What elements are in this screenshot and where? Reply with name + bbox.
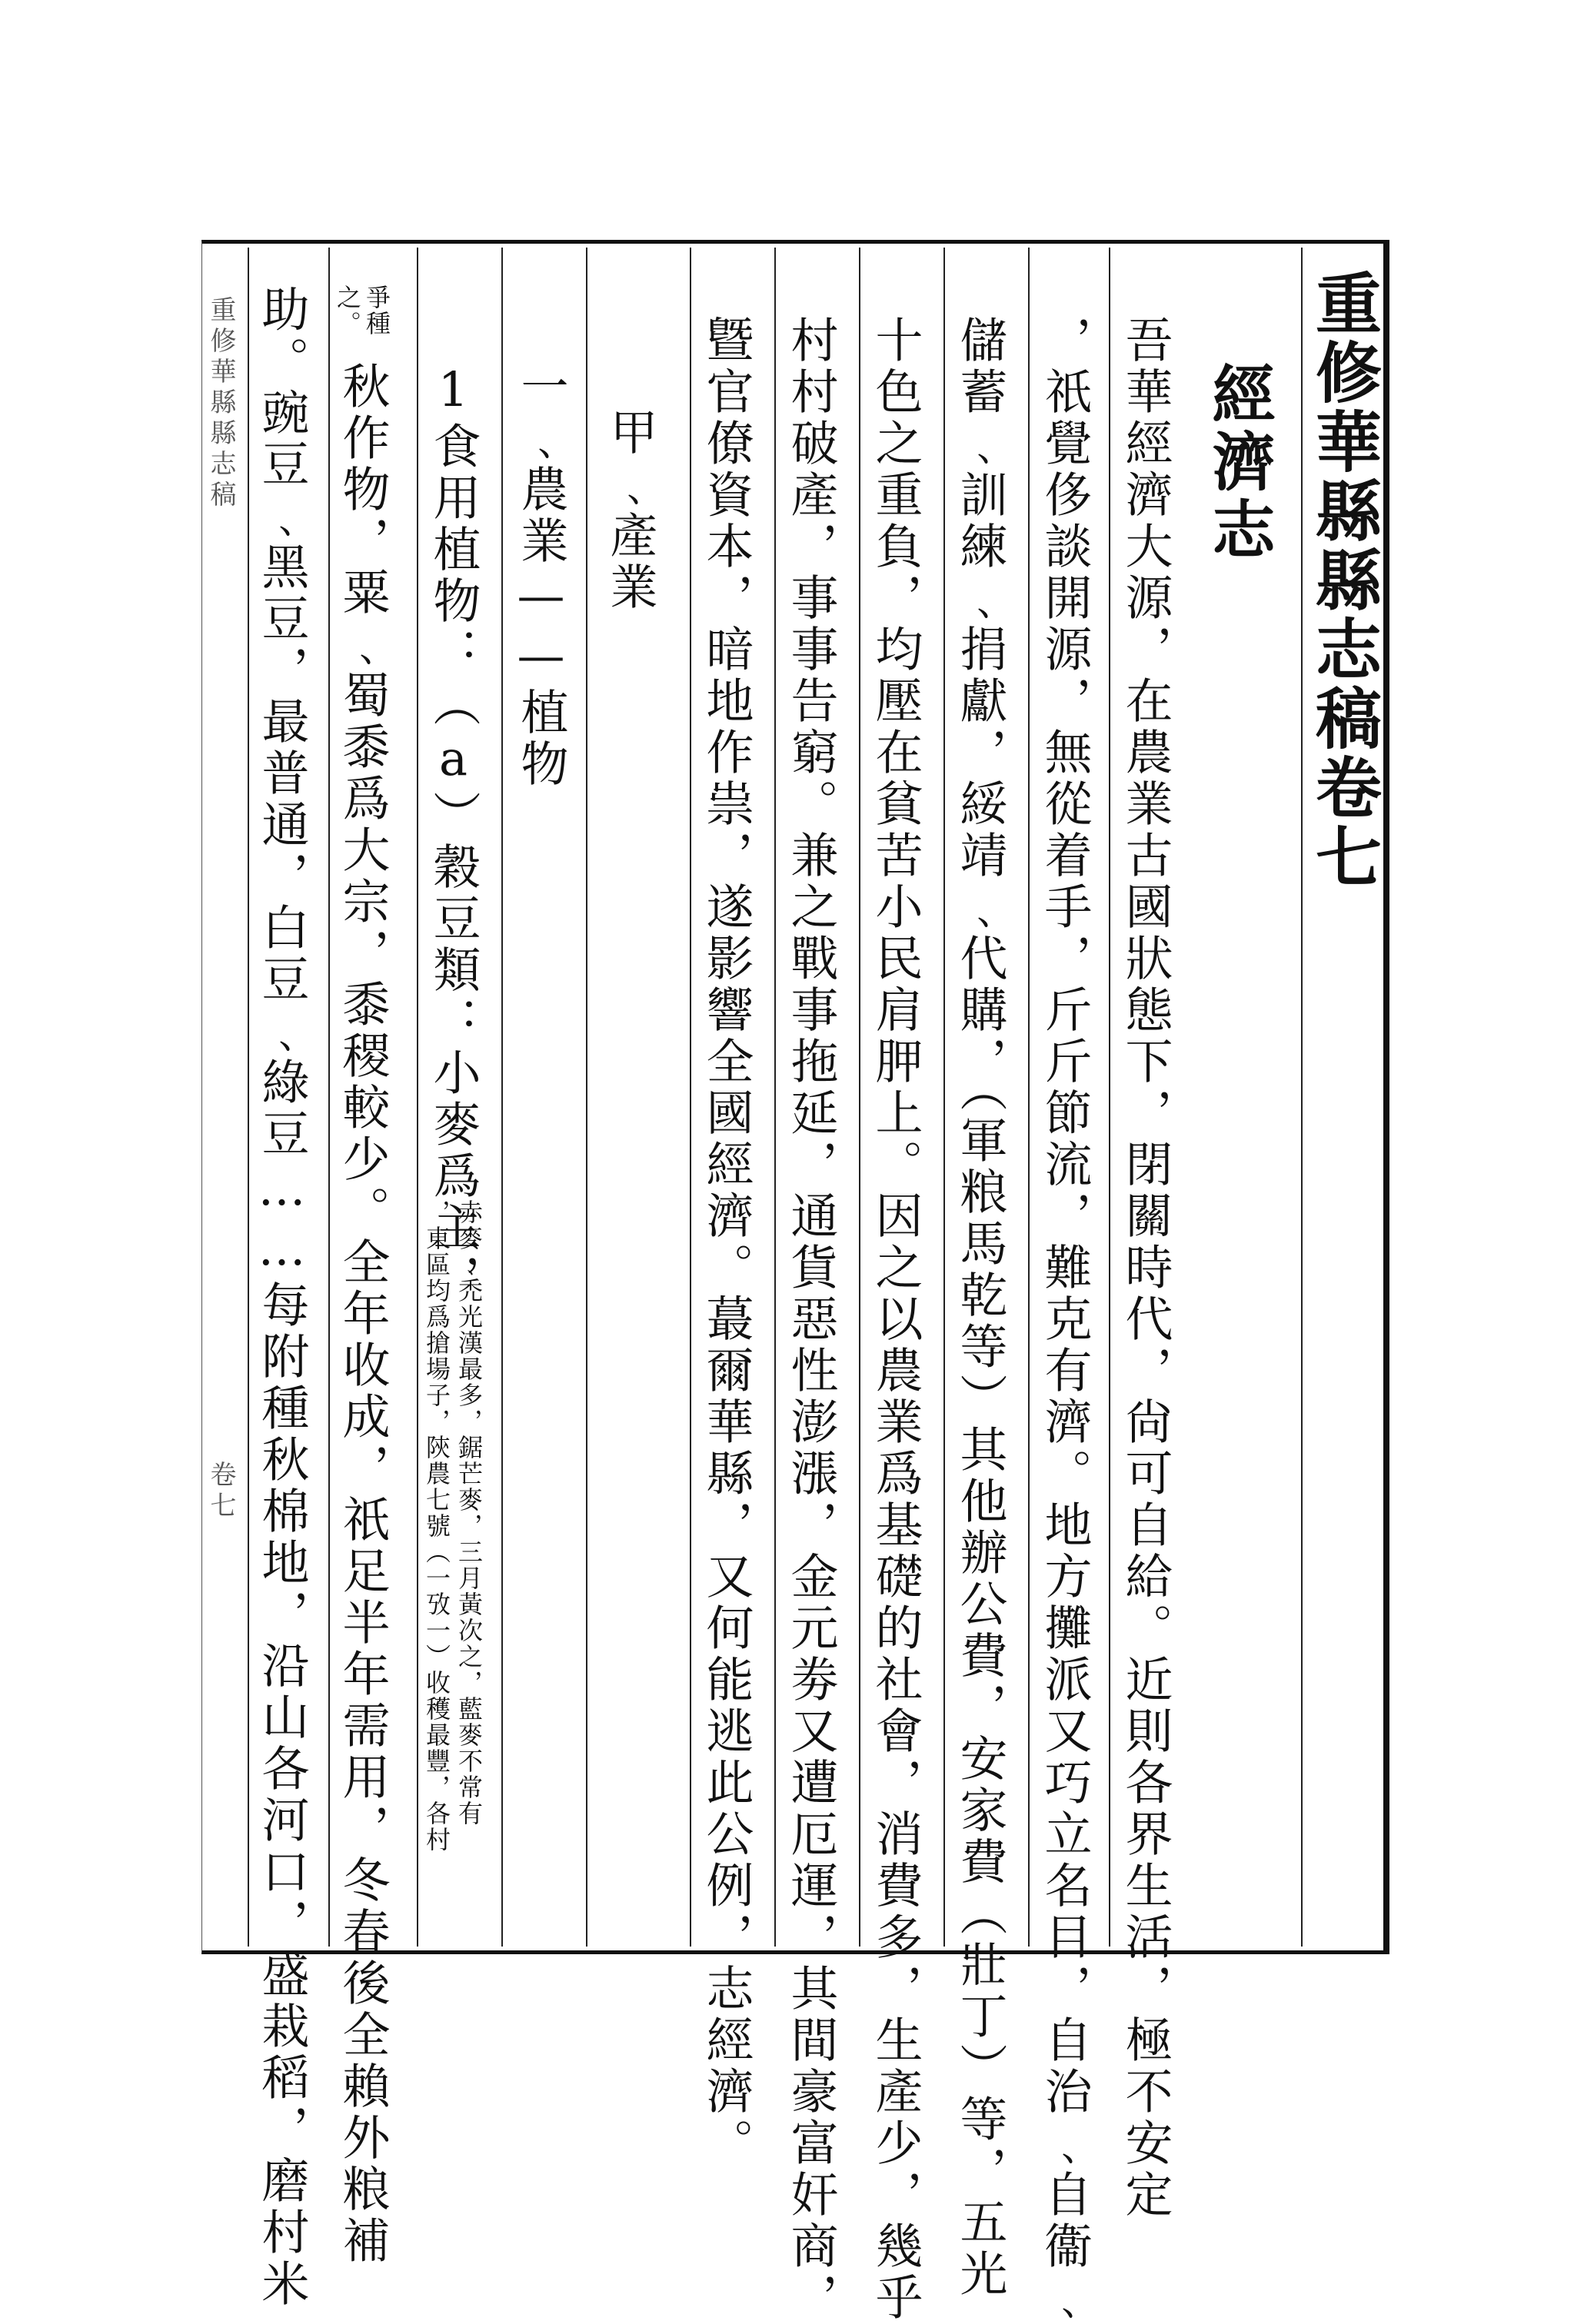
column-rule: [943, 248, 945, 1947]
column-rule: [417, 248, 418, 1947]
body-line-3: 儲蓄﹑訓練﹑捐獻，綏靖﹑代購，（軍粮馬乾等）其他辦公費，安家費（壯丁）等，五光: [952, 315, 1008, 2300]
body-line-2: ，祇覺侈談開源，無從着手，斤斤節流，難克有濟。地方攤派又巧立名目，自治﹑自衞﹑: [1037, 315, 1093, 2324]
annotation-note-4: 之。: [333, 284, 362, 337]
section-heading: 經濟志: [1202, 361, 1276, 564]
item-food-plants: 1食用植物：（a）穀豆類：小麥爲主，: [425, 361, 481, 1305]
column-rule: [690, 248, 691, 1947]
body-line-6: 曁官僚資本，暗地作祟，遂影響全國經濟。蕞爾華縣，又何能逃此公例，志經濟。: [698, 315, 754, 2169]
annotation-note-3: 爭種: [362, 284, 391, 337]
column-rule: [248, 248, 249, 1947]
annotation-note-2: ，東區均爲搶場子，陝農七號（一攷一）收穫最豐，各村: [422, 1199, 451, 1853]
item-beans: 助。豌豆﹑黑豆，最普通，白豆﹑綠豆……每附種秋棉地，沿山各河口，盛栽稻，磨村米: [254, 284, 310, 2310]
column-rule: [1109, 248, 1110, 1947]
body-line-5: 村村破產，事事告窮。兼之戰事拖延，通貨惡性澎漲，金元劵又遭厄運，其間豪富奸商，: [783, 315, 839, 2324]
body-line-1: 吾華經濟大源，在農業古國狀態下，閉關時代，尙可自給。近則各界生活，極不安定: [1117, 315, 1173, 2221]
column-rule: [1028, 248, 1030, 1947]
heading-production: 甲﹑產業: [602, 407, 658, 613]
column-rule: [859, 248, 860, 1947]
page-title: 重修華縣縣志稿卷七: [1304, 269, 1382, 892]
column-rule: [586, 248, 587, 1947]
column-rule: [501, 248, 503, 1947]
body-line-4: 十色之重負，均壓在貧苦小民肩胛上。因之以農業爲基礎的社會，消費多，生產少，幾乎: [867, 315, 923, 2324]
column-rule: [1301, 248, 1303, 1947]
heading-agriculture: 一﹑農業——植物: [513, 361, 569, 790]
footer-volume: 卷七: [205, 1461, 236, 1522]
item-autumn-crops: 秋作物，粟﹑蜀黍爲大宗，黍稷較少。全年收成，祇足半年需用，冬春後全賴外粮補: [334, 361, 391, 2267]
footer-book-title: 重修華縣縣志稿: [205, 296, 236, 511]
annotation-note-1: 赤麥﹑禿光漢最多，鋸芒麥，三月黃次之，藍麥不常有: [454, 1199, 484, 1827]
column-rule: [328, 248, 330, 1947]
column-rule: [774, 248, 776, 1947]
